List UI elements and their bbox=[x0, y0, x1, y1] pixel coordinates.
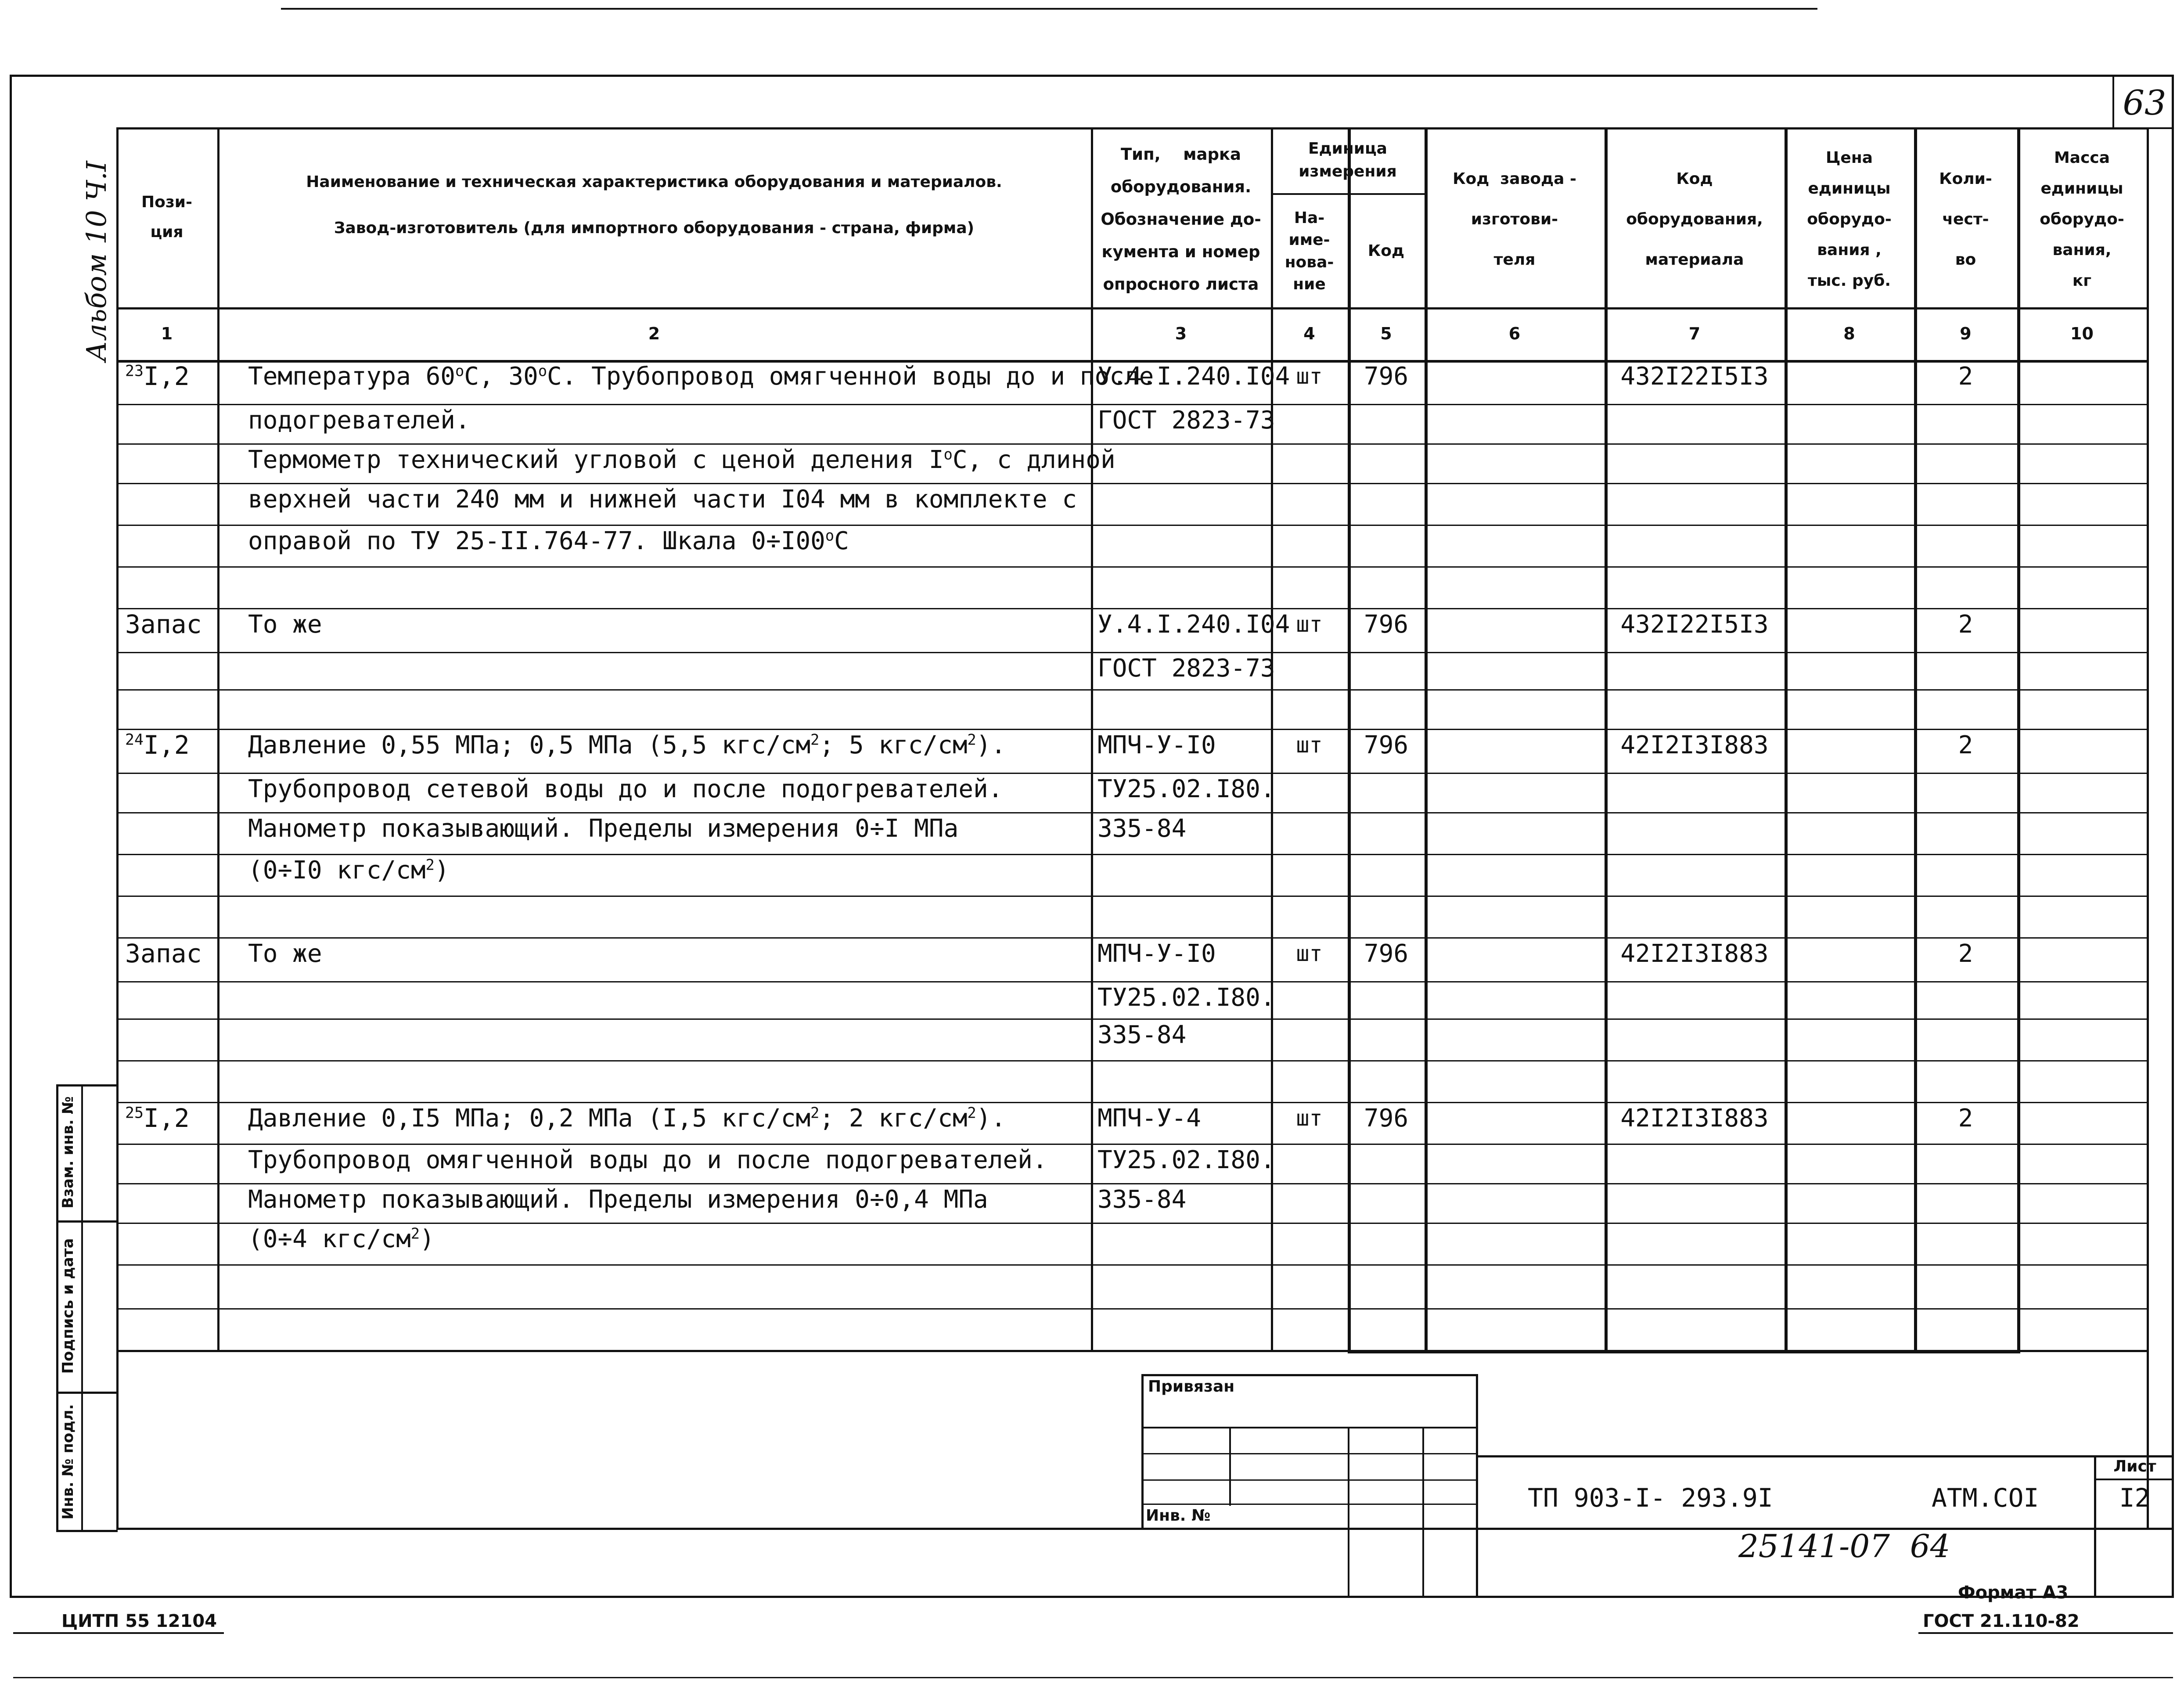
bottom-margin-line bbox=[13, 1677, 2173, 1678]
doc-code: ТП 903-I- 293.9I bbox=[1528, 1483, 1773, 1513]
album-label: Альбом 10 Ч.I bbox=[80, 161, 112, 362]
row-name: Давление 0,55 МПа; 0,5 МПа (5,5 кгс/$см^2$; 5 кгс/$см^2$). bbox=[248, 731, 1006, 759]
row-unit: шт bbox=[1296, 612, 1323, 637]
row-name: Манометр показывающий. Пределы измерения 0÷I МПа bbox=[248, 814, 959, 843]
row-unit-code: 796 bbox=[1364, 1104, 1409, 1133]
row-name: оправой по ТУ 25-II.764-77. Шкала $0\div I00^oС$ bbox=[248, 527, 849, 555]
row-type: 335-84 bbox=[1097, 1185, 1187, 1214]
column-number: 3 bbox=[1175, 324, 1187, 343]
stamp-outer-left bbox=[1141, 1374, 1144, 1530]
header-position: Пози- ция bbox=[141, 193, 192, 241]
stamp-col-3 bbox=[1422, 1427, 1424, 1596]
header-factory-code: Код завода - изготови- теля bbox=[1453, 170, 1576, 269]
row-position: $^{25}$I,2 bbox=[125, 1103, 190, 1133]
header-equip-code: Код оборудования, материала bbox=[1626, 170, 1763, 269]
frame-bottom bbox=[10, 1596, 2174, 1598]
column-number: 1 bbox=[161, 324, 173, 343]
row-position: $^{23}$I,2 bbox=[125, 361, 190, 391]
row-line bbox=[116, 689, 2149, 691]
gost-label: ГОСТ 21.110-82 bbox=[1923, 1611, 2080, 1631]
stamp-col-2 bbox=[1348, 1427, 1349, 1596]
header-name-line2: Завод-изготовитель (для импортного оборудования - страна, фирма) bbox=[334, 219, 975, 237]
side-vzam-inv: Взам. инв. № bbox=[59, 1096, 77, 1209]
row-line bbox=[116, 1060, 2149, 1061]
row-type: ГОСТ 2823-73 bbox=[1097, 654, 1275, 683]
column-number: 8 bbox=[1843, 324, 1855, 343]
row-type: МПЧ-У-I0 bbox=[1097, 939, 1216, 968]
row-quantity: 2 bbox=[1958, 939, 1973, 968]
stamp-row-4 bbox=[1141, 1504, 1477, 1505]
row-unit: шт bbox=[1296, 363, 1323, 389]
header-unit-group: Единица измерения bbox=[1299, 139, 1397, 180]
row-position: Запас bbox=[125, 939, 202, 968]
corner-box-left bbox=[2112, 76, 2114, 128]
header-mass: Масса единицы оборудо- вания, кг bbox=[2040, 148, 2124, 290]
column-number: 5 bbox=[1380, 324, 1392, 343]
row-name: верхней части 240 мм и нижней части I04 мм в комплекте с bbox=[248, 485, 1077, 514]
row-unit: шт bbox=[1296, 941, 1323, 966]
frame-right bbox=[2172, 75, 2174, 1598]
citp-label: ЦИТП 55 12104 bbox=[61, 1611, 217, 1631]
row-equip-code: 42I2I3I883 bbox=[1620, 731, 1769, 759]
header-type: Тип, марка оборудования. Обозначение до- кумента и номер опросного листа bbox=[1101, 145, 1261, 294]
column-line bbox=[2147, 127, 2149, 1528]
table-top bbox=[116, 127, 2149, 130]
row-type: 335-84 bbox=[1097, 814, 1187, 843]
row-equip-code: 42I2I3I883 bbox=[1620, 939, 1769, 968]
column-number: 10 bbox=[2070, 324, 2094, 343]
row-line bbox=[116, 566, 2149, 568]
row-name: Трубопровод омягченной воды до и после подогревателей. bbox=[248, 1146, 1047, 1174]
row-equip-code: 42I2I3I883 bbox=[1620, 1104, 1769, 1133]
row-position: Запас bbox=[125, 609, 202, 639]
top-margin-line bbox=[281, 8, 1817, 10]
row-name: Трубопровод сетевой воды до и после подогревателей. bbox=[248, 775, 1003, 803]
side-podpis-data: Подпись и дата bbox=[59, 1238, 77, 1374]
frame-top bbox=[10, 75, 2174, 77]
unit-split bbox=[1271, 193, 1425, 195]
row-unit-code: 796 bbox=[1364, 610, 1409, 639]
row-quantity: 2 bbox=[1958, 731, 1973, 759]
row-name: (0÷I0 кгс/$см^2$) bbox=[248, 856, 450, 885]
row-unit-code: 796 bbox=[1364, 939, 1409, 968]
row-quantity: 2 bbox=[1958, 1104, 1973, 1133]
stamp-col-1 bbox=[1229, 1427, 1231, 1506]
stamp-row-2 bbox=[1141, 1453, 1477, 1454]
header-price: Цена единицы оборудо- вания , тыс. руб. bbox=[1807, 148, 1892, 290]
stamp-privyazan: Привязан bbox=[1148, 1378, 1235, 1396]
stamp-outer-top bbox=[1141, 1374, 1477, 1376]
row-name: То же bbox=[248, 610, 322, 639]
list-label: Лист bbox=[2113, 1457, 2156, 1475]
column-number: 6 bbox=[1508, 324, 1521, 343]
row-unit-code: 796 bbox=[1364, 731, 1409, 759]
row-unit: шт bbox=[1296, 732, 1323, 758]
header-unit-name: На- име- нова- ние bbox=[1284, 209, 1334, 293]
row-position: $^{24}$I,2 bbox=[125, 730, 190, 760]
row-line bbox=[116, 896, 2149, 897]
title-block-top bbox=[1477, 1455, 2173, 1457]
sheet-code: АТМ.СОI bbox=[1932, 1483, 2039, 1513]
citp-underline bbox=[13, 1632, 224, 1634]
header-unit-code: Код bbox=[1367, 242, 1405, 260]
gost-underline bbox=[1918, 1632, 2173, 1634]
row-equip-code: 432I22I5I3 bbox=[1620, 362, 1769, 391]
row-name: Манометр показывающий. Пределы измерения 0÷0,4 МПа bbox=[248, 1185, 988, 1214]
handwritten-number: 25141-07 64 bbox=[1738, 1528, 1950, 1565]
row-name: Давление 0,I5 МПа; 0,2 МПа (I,5 кгс/$см^2$; 2 кгс/$см^2$). bbox=[248, 1104, 1006, 1133]
row-type: МПЧ-У-I0 bbox=[1097, 731, 1216, 759]
stamp-row-1 bbox=[1141, 1427, 1477, 1428]
row-name: Температура 60$^o$С, 30$^o$С. Трубопровод омягченной воды до и после bbox=[248, 362, 1154, 391]
side-inv-podl: Инв. № подл. bbox=[59, 1404, 77, 1520]
column-number: 4 bbox=[1303, 324, 1315, 343]
row-name: (0÷4 кгс/$см^2$) bbox=[248, 1225, 435, 1253]
column-number: 9 bbox=[1960, 324, 1972, 343]
block-bottom bbox=[1348, 1350, 2020, 1353]
corner-page-number: 63 bbox=[2123, 83, 2166, 123]
list-box-left bbox=[2094, 1455, 2096, 1596]
format-label: Формат А3 bbox=[1958, 1583, 2069, 1603]
row-type: ТУ25.02.I80. bbox=[1097, 983, 1275, 1012]
header-name-line1: Наименование и техническая характеристика оборудования и материалов. bbox=[306, 173, 1002, 191]
row-line bbox=[116, 1308, 2149, 1310]
stamp-outer-right bbox=[1476, 1374, 1478, 1596]
row-type: ГОСТ 2823-73 bbox=[1097, 406, 1275, 435]
row-line bbox=[116, 1264, 2149, 1266]
frame-left bbox=[10, 75, 12, 1598]
row-type: МПЧ-У-4 bbox=[1097, 1104, 1202, 1133]
row-unit: шт bbox=[1296, 1105, 1323, 1131]
row-type: У.4.I.240.I04 bbox=[1097, 362, 1290, 391]
row-quantity: 2 bbox=[1958, 610, 1973, 639]
row-type: ТУ25.02.I80. bbox=[1097, 775, 1275, 803]
row-type: 335-84 bbox=[1097, 1021, 1187, 1049]
list-number: I2 bbox=[2119, 1483, 2150, 1513]
row-type: ТУ25.02.I80. bbox=[1097, 1146, 1275, 1174]
row-name: подогревателей. bbox=[248, 406, 470, 435]
stamp-row-3 bbox=[1141, 1479, 1477, 1481]
row-type: У.4.I.240.I04 bbox=[1097, 610, 1290, 639]
column-number: 7 bbox=[1688, 324, 1701, 343]
column-number: 2 bbox=[648, 324, 660, 343]
side-strip-inner bbox=[81, 1084, 83, 1532]
row-quantity: 2 bbox=[1958, 362, 1973, 391]
row-equip-code: 432I22I5I3 bbox=[1620, 610, 1769, 639]
row-name: То же bbox=[248, 939, 322, 968]
side-strip-sep-4 bbox=[56, 1530, 118, 1532]
row-name: Термометр технический угловой с ценой деления $I^oС$, с длиной bbox=[248, 446, 1115, 474]
row-unit-code: 796 bbox=[1364, 362, 1409, 391]
stamp-inv-no: Инв. № bbox=[1146, 1507, 1211, 1525]
header-quantity: Коли- чест- во bbox=[1939, 170, 1992, 269]
